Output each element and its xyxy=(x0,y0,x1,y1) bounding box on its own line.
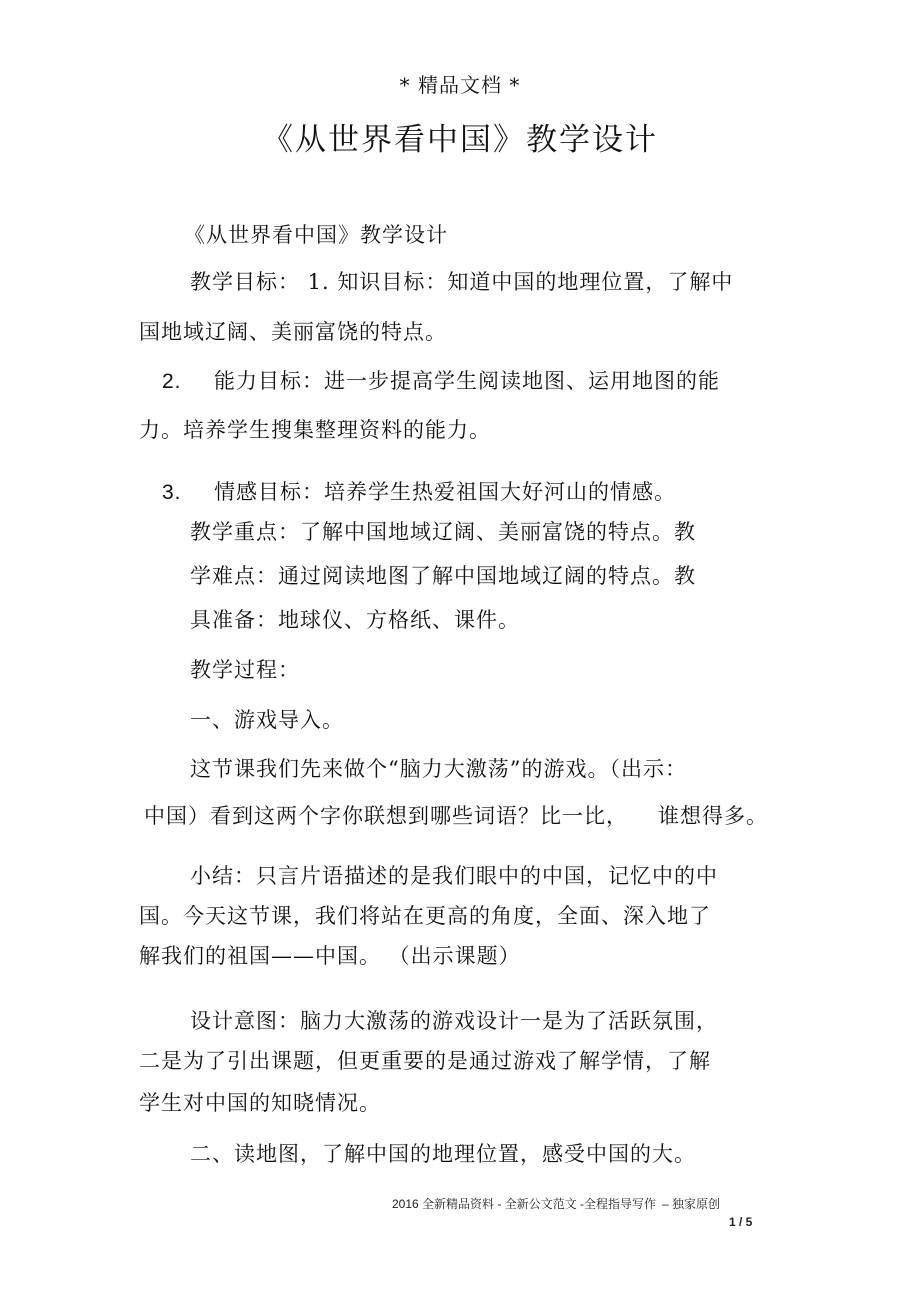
goal-2-text: 能力目标：进一步提高学生阅读地图、运用地图的能 xyxy=(214,369,720,393)
intent-line-3: 学生对中国的知晓情况。 xyxy=(139,1091,381,1115)
footer-text xyxy=(392,1196,720,1212)
goal-3-number: 3. xyxy=(162,481,182,504)
process-heading: 教学过程： xyxy=(190,658,300,682)
intent-line-2: 二是为了引出课题，但更重要的是通过游戏了解学情，了解 xyxy=(139,1049,711,1073)
game-line-2-part-2: 谁想得多。 xyxy=(658,804,768,828)
section-2-heading: 二、读地图，了解中国的地理位置，感受中国的大。 xyxy=(190,1142,696,1166)
goal-2-number: 2. xyxy=(162,370,182,393)
goal-2-line-2: 力。培养学生搜集整理资料的能力。 xyxy=(139,418,491,442)
game-line-1: 这节课我们先来做个“脑力大激荡”的游戏。（出示： xyxy=(190,757,687,781)
game-line-2-part-1: 中国）看到这两个字你联想到哪些词语？比一比， xyxy=(144,804,628,828)
footer-part-2: – 独家原创 xyxy=(662,1197,721,1211)
goal-2-line-1 xyxy=(162,367,720,396)
subtitle: 《从世界看中国》教学设计 xyxy=(184,223,448,247)
goal-1-line-2: 国地域辽阔、美丽富饶的特点。 xyxy=(139,320,447,344)
goal-3-line-1 xyxy=(162,478,676,507)
summary-line-2: 国。今天这节课，我们将站在更高的角度，全面、深入地了 xyxy=(139,904,711,928)
goal-3-text: 情感目标：培养学生热爱祖国大好河山的情感。 xyxy=(214,480,676,504)
intent-line-1: 设计意图：脑力大激荡的游戏设计一是为了活跃氛围， xyxy=(190,1009,718,1033)
goal-1-line-1: 教学目标： 1. 知识目标：知道中国的地理位置，了解中 xyxy=(190,270,734,294)
page-number: 1 / 5 xyxy=(729,1215,753,1229)
document-title: 《从世界看中国》教学设计 xyxy=(262,122,658,158)
key-point-line-3: 具准备：地球仪、方格纸、课件。 xyxy=(190,608,520,632)
header-mark: * 精品文档 * xyxy=(399,73,521,97)
summary-line-1: 小结：只言片语描述的是我们眼中的中国，记忆中的中 xyxy=(190,864,718,888)
key-point-line-1: 教学重点：了解中国地域辽阔、美丽富饶的特点。教 xyxy=(190,520,696,544)
game-line-2 xyxy=(144,802,768,830)
section-1-heading: 一、游戏导入。 xyxy=(190,708,344,732)
footer-part-1: 2016 全新精品资料 - 全新公文范文 -全程指导写作 xyxy=(392,1197,657,1211)
summary-line-3: 解我们的祖国——中国。 （出示课题） xyxy=(139,944,521,968)
key-point-line-2: 学难点：通过阅读地图了解中国地域辽阔的特点。教 xyxy=(190,564,696,588)
